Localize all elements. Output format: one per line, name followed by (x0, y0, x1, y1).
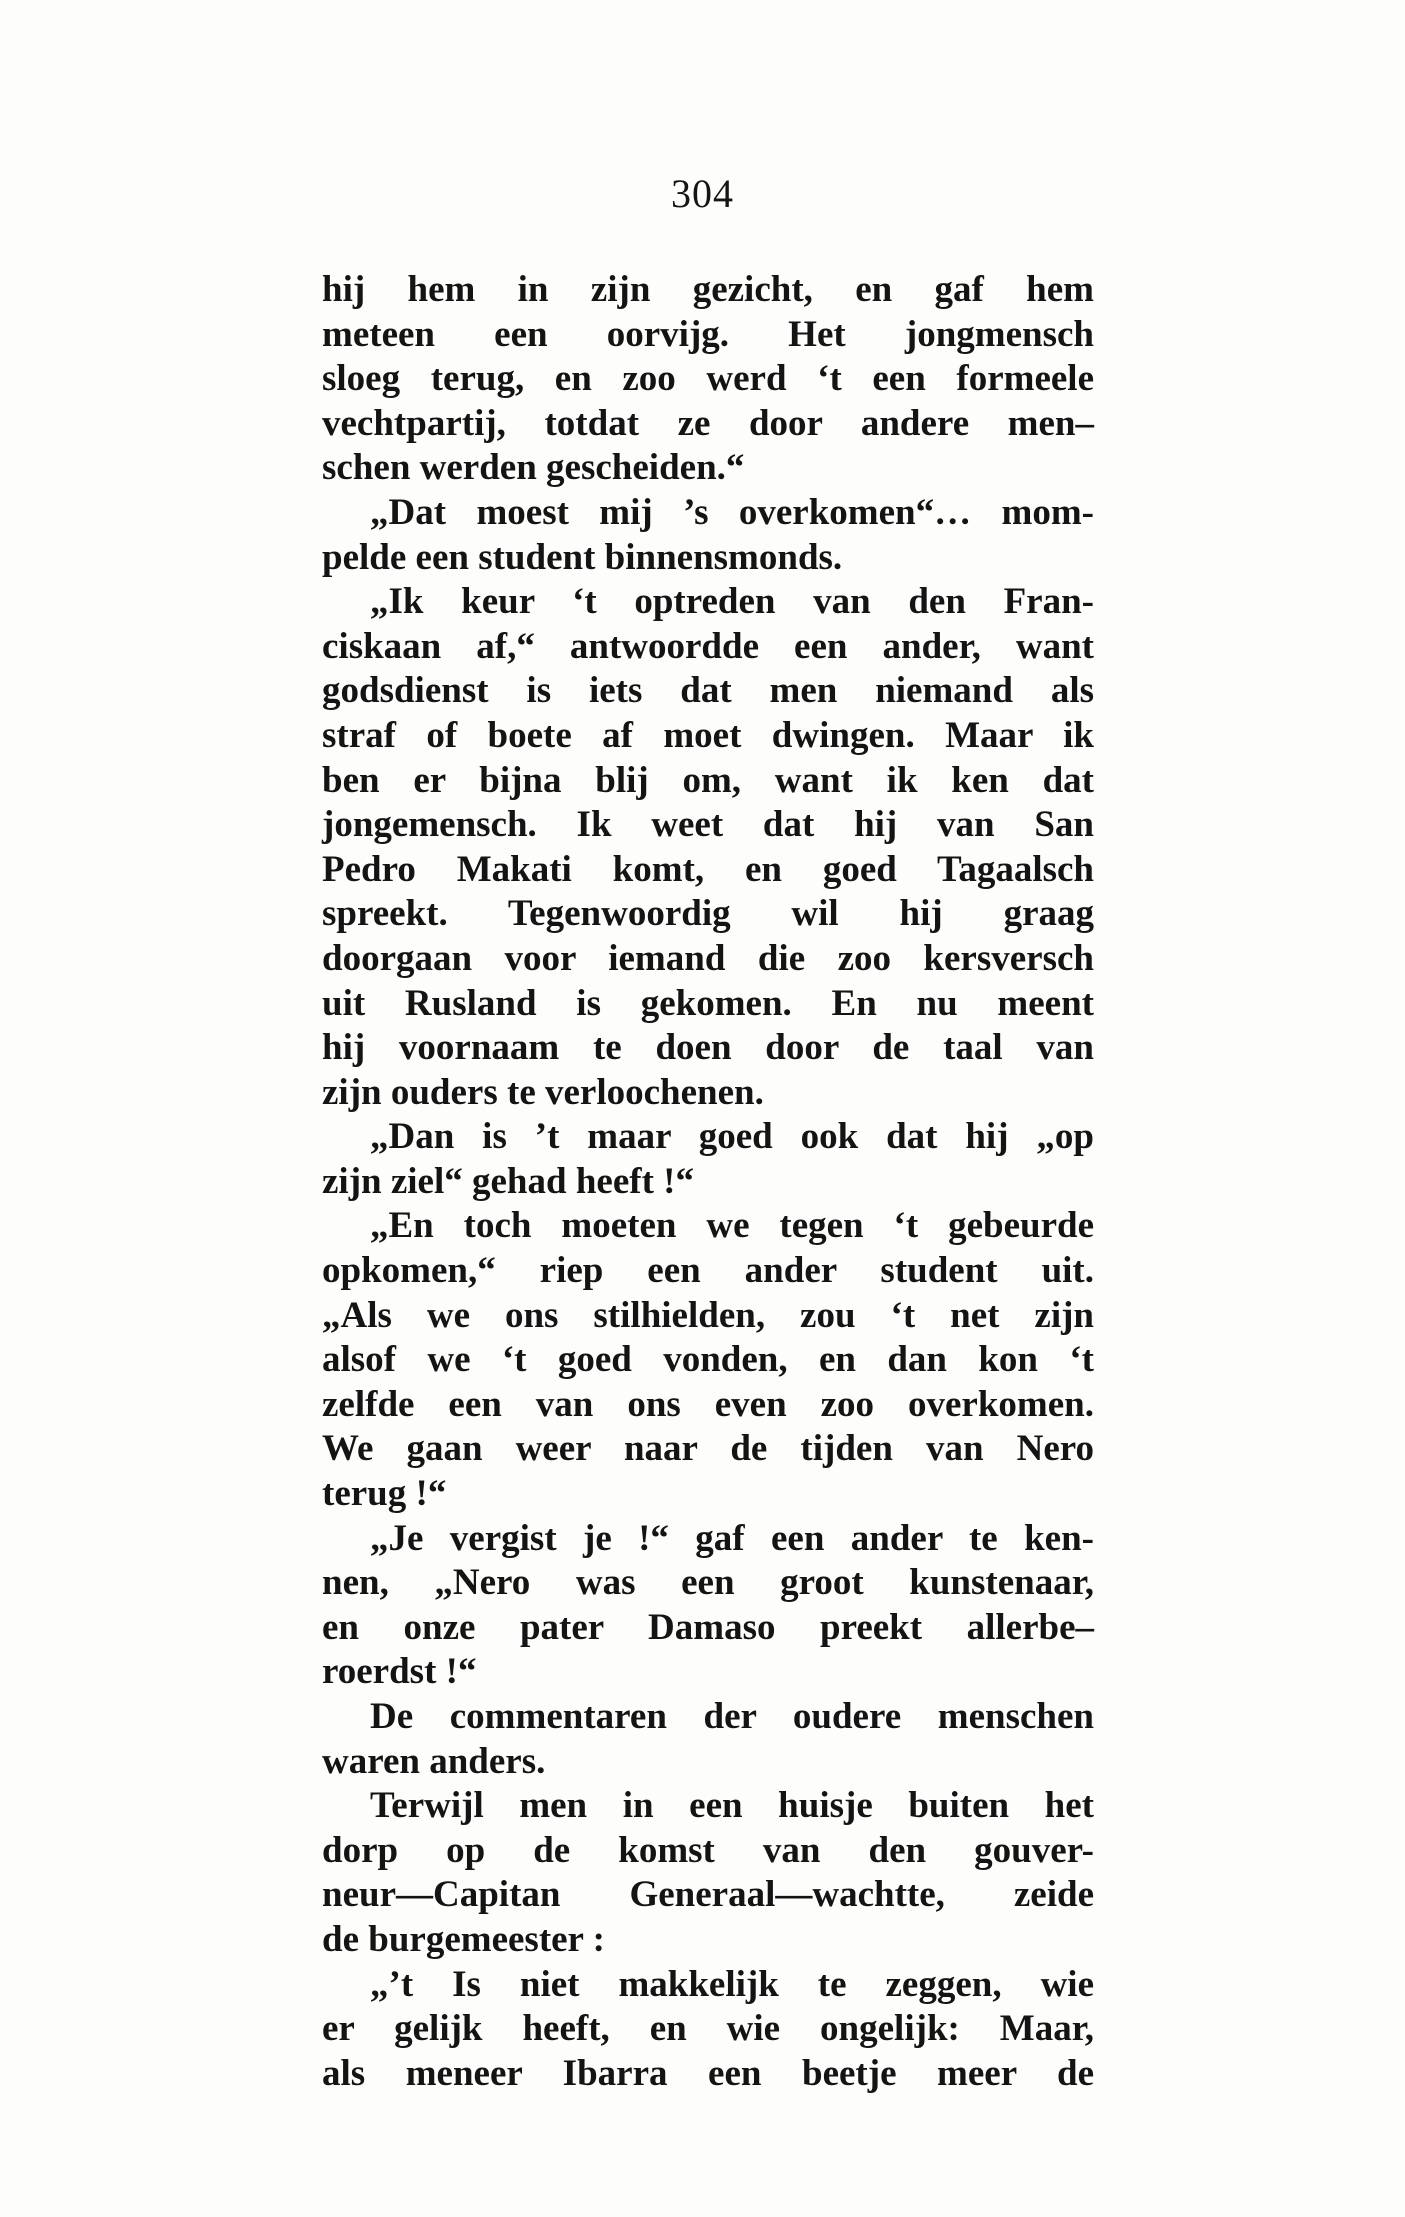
text-line: meteen een oorvijg. Het jongmensch (322, 313, 1094, 355)
text-line: zijn ouders te verloochenen. (322, 1071, 764, 1113)
text-line: de burgemeester : (322, 1918, 605, 1960)
text-line: als meneer Ibarra een beetje meer de (322, 2052, 1094, 2094)
text-line: „Dan is ’t maar goed ook dat hij „op (370, 1116, 1094, 1158)
text-line: opkomen,“ riep een ander student uit. (322, 1250, 1094, 1292)
text-line: dorp op de komst van den gouver- (322, 1829, 1094, 1871)
page-number: 304 (671, 171, 734, 216)
text-line: schen werden gescheiden.“ (322, 447, 745, 489)
text-line: terug !“ (322, 1473, 447, 1515)
text-line: vechtpartij, totdat ze door andere men– (322, 402, 1094, 444)
text-line: We gaan weer naar de tijden van Nero (322, 1428, 1094, 1470)
text-line: roerdst !“ (322, 1651, 477, 1693)
text-line: waren anders. (322, 1740, 546, 1782)
text-line: „Dat moest mij ’s overkomen“… mom- (370, 491, 1094, 533)
text-line: straf of boete af moet dwingen. Maar ik (322, 714, 1094, 756)
text-line: hij hem in zijn gezicht, en gaf hem (322, 269, 1094, 310)
text-line: spreekt. Tegenwoordig wil hij graag (322, 893, 1094, 935)
body-text (322, 268, 1094, 2096)
text-line: ben er bijna blij om, want ik ken dat (322, 759, 1094, 801)
text-line: Terwijl men in een huisje buiten het (370, 1785, 1094, 1827)
text-line: zelfde een van ons even zoo overkomen. (322, 1383, 1094, 1425)
text-line: „’t Is niet makkelijk te zeggen, wie (370, 1963, 1094, 2005)
text-line: ciskaan af,“ antwoordde een ander, want (322, 625, 1094, 667)
text-line: „Als we ons stilhielden, zou ‘t net zijn (322, 1294, 1094, 1336)
text-line: hij voornaam te doen door de taal van (322, 1027, 1094, 1069)
text-line: „En toch moeten we tegen ‘t gebeurde (370, 1205, 1094, 1247)
text-line: pelde een student binnensmonds. (322, 536, 843, 578)
text-line: godsdienst is iets dat men niemand als (322, 670, 1094, 712)
text-line: neur—Capitan Generaal—wachtte, zeide (322, 1874, 1094, 1916)
text-line: doorgaan voor iemand die zoo kersversch (322, 937, 1094, 979)
text-line: „Je vergist je !“ gaf een ander te ken- (370, 1517, 1094, 1559)
text-line: Pedro Makati komt, en goed Tagaalsch (322, 848, 1094, 890)
text-line: alsof we ‘t goed vonden, en dan kon ‘t (322, 1339, 1094, 1381)
text-line: sloeg terug, en zoo werd ‘t een formeele (322, 358, 1094, 400)
text-line: De commentaren der oudere menschen (370, 1696, 1094, 1737)
text-line: „Ik keur ‘t optreden van den Fran- (370, 581, 1094, 623)
text-line: zijn ziel“ gehad heeft !“ (322, 1160, 694, 1202)
text-line: en onze pater Damaso preekt allerbe– (322, 1606, 1094, 1648)
text-line: nen, „Nero was een groot kunstenaar, (322, 1562, 1094, 1604)
text-line: er gelijk heeft, en wie ongelijk: Maar, (322, 2008, 1094, 2050)
text-line: jongemensch. Ik weet dat hij van San (322, 804, 1094, 846)
text-line: uit Rusland is gekomen. En nu meent (322, 982, 1094, 1024)
